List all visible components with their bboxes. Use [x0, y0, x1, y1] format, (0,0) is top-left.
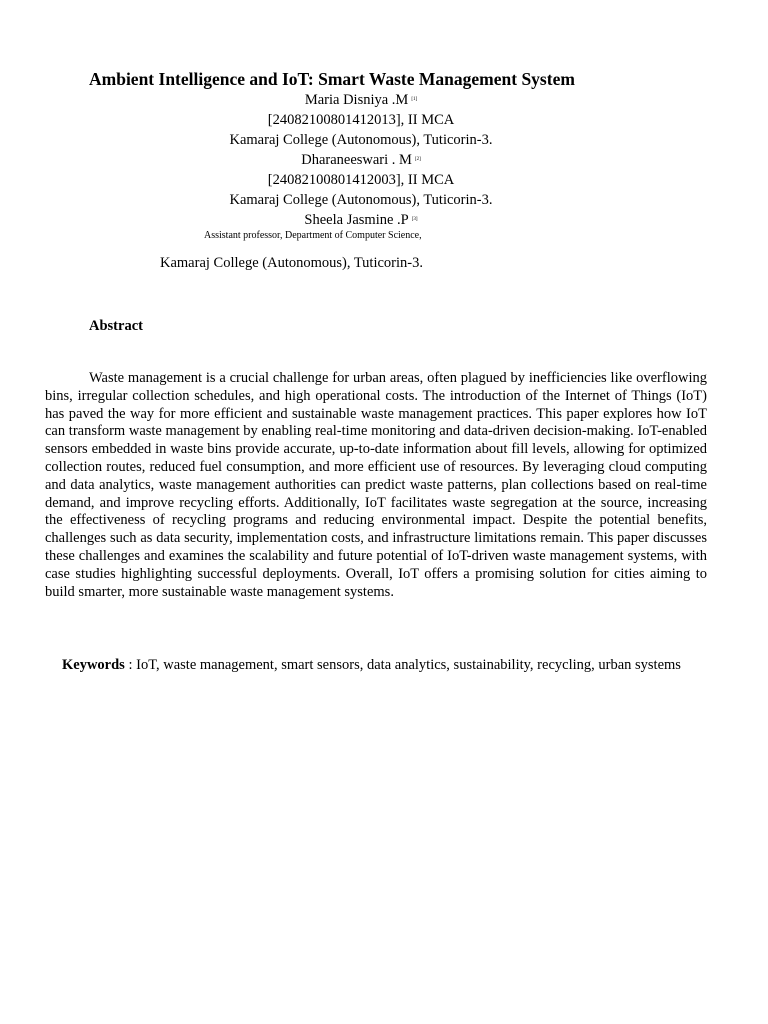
author-3-line	[0, 210, 722, 230]
author-2-note: [2]	[414, 157, 421, 162]
author-2-line	[0, 150, 722, 170]
author-2-name: Dharaneeswari . M	[301, 152, 412, 168]
paper-title: Ambient Intelligence and IoT: Smart Waste Management System	[89, 69, 575, 89]
keywords-line	[62, 656, 722, 674]
keywords-text: IoT, waste management, smart sensors, data analytics, sustainability, recycling, urban systems	[136, 657, 681, 673]
author-block	[0, 90, 722, 230]
author-3-note: [3]	[411, 217, 418, 222]
author-2-college: Kamaraj College (Autonomous), Tuticorin-3.	[229, 192, 493, 208]
author-3-name: Sheela Jasmine .P	[304, 212, 409, 228]
abstract-heading: Abstract	[89, 318, 143, 334]
author-1-id: [24082100801412013], II MCA	[267, 112, 455, 128]
author-3-college: Kamaraj College (Autonomous), Tuticorin-3.	[160, 255, 423, 271]
keywords-separator: :	[124, 657, 137, 673]
author-1-note: [1]	[411, 97, 418, 102]
author-1-name: Maria Disniya .M	[304, 92, 409, 108]
author-1-college: Kamaraj College (Autonomous), Tuticorin-3.	[229, 132, 493, 148]
abstract-body: Waste management is a crucial challenge for urban areas, often plagued by inefficiencies like overflowing bins, irregular collection schedules, and high operational costs. The introduction of the Internet of Things (IoT) has paved the way for more efficient and sustainable waste management practices. This paper explores how IoT can transform waste management by enabling real-time monitoring and data-driven decision-making. IoT-enabled sensors embedded in waste bins provide accurate, up-to-date information about fill levels, allowing for optimized collection routes, reduced fuel consumption, and more efficient use of resources. By leveraging cloud computing and data analytics, waste management authorities can predict waste patterns, plan collections based on real-time demand, and improve recycling efforts. Additionally, IoT facilitates waste segregation at the source, increasing the effectiveness of recycling programs and reducing environmental impact. Despite the potential benefits, challenges such as data security, implementation costs, and infrastructure limitations remain. This paper discusses these challenges and examines the scalability and future potential of IoT-driven waste management systems, with case studies highlighting successful deployments. Overall, IoT offers a promising solution for cities aiming to build smarter, more sustainable waste management systems.	[45, 370, 707, 600]
author-3-affiliation: Assistant professor, Department of Computer Science,	[204, 230, 422, 241]
author-1-line	[0, 90, 722, 110]
keywords-label: Keywords	[62, 657, 125, 673]
author-2-id: [24082100801412003], II MCA	[267, 172, 455, 188]
